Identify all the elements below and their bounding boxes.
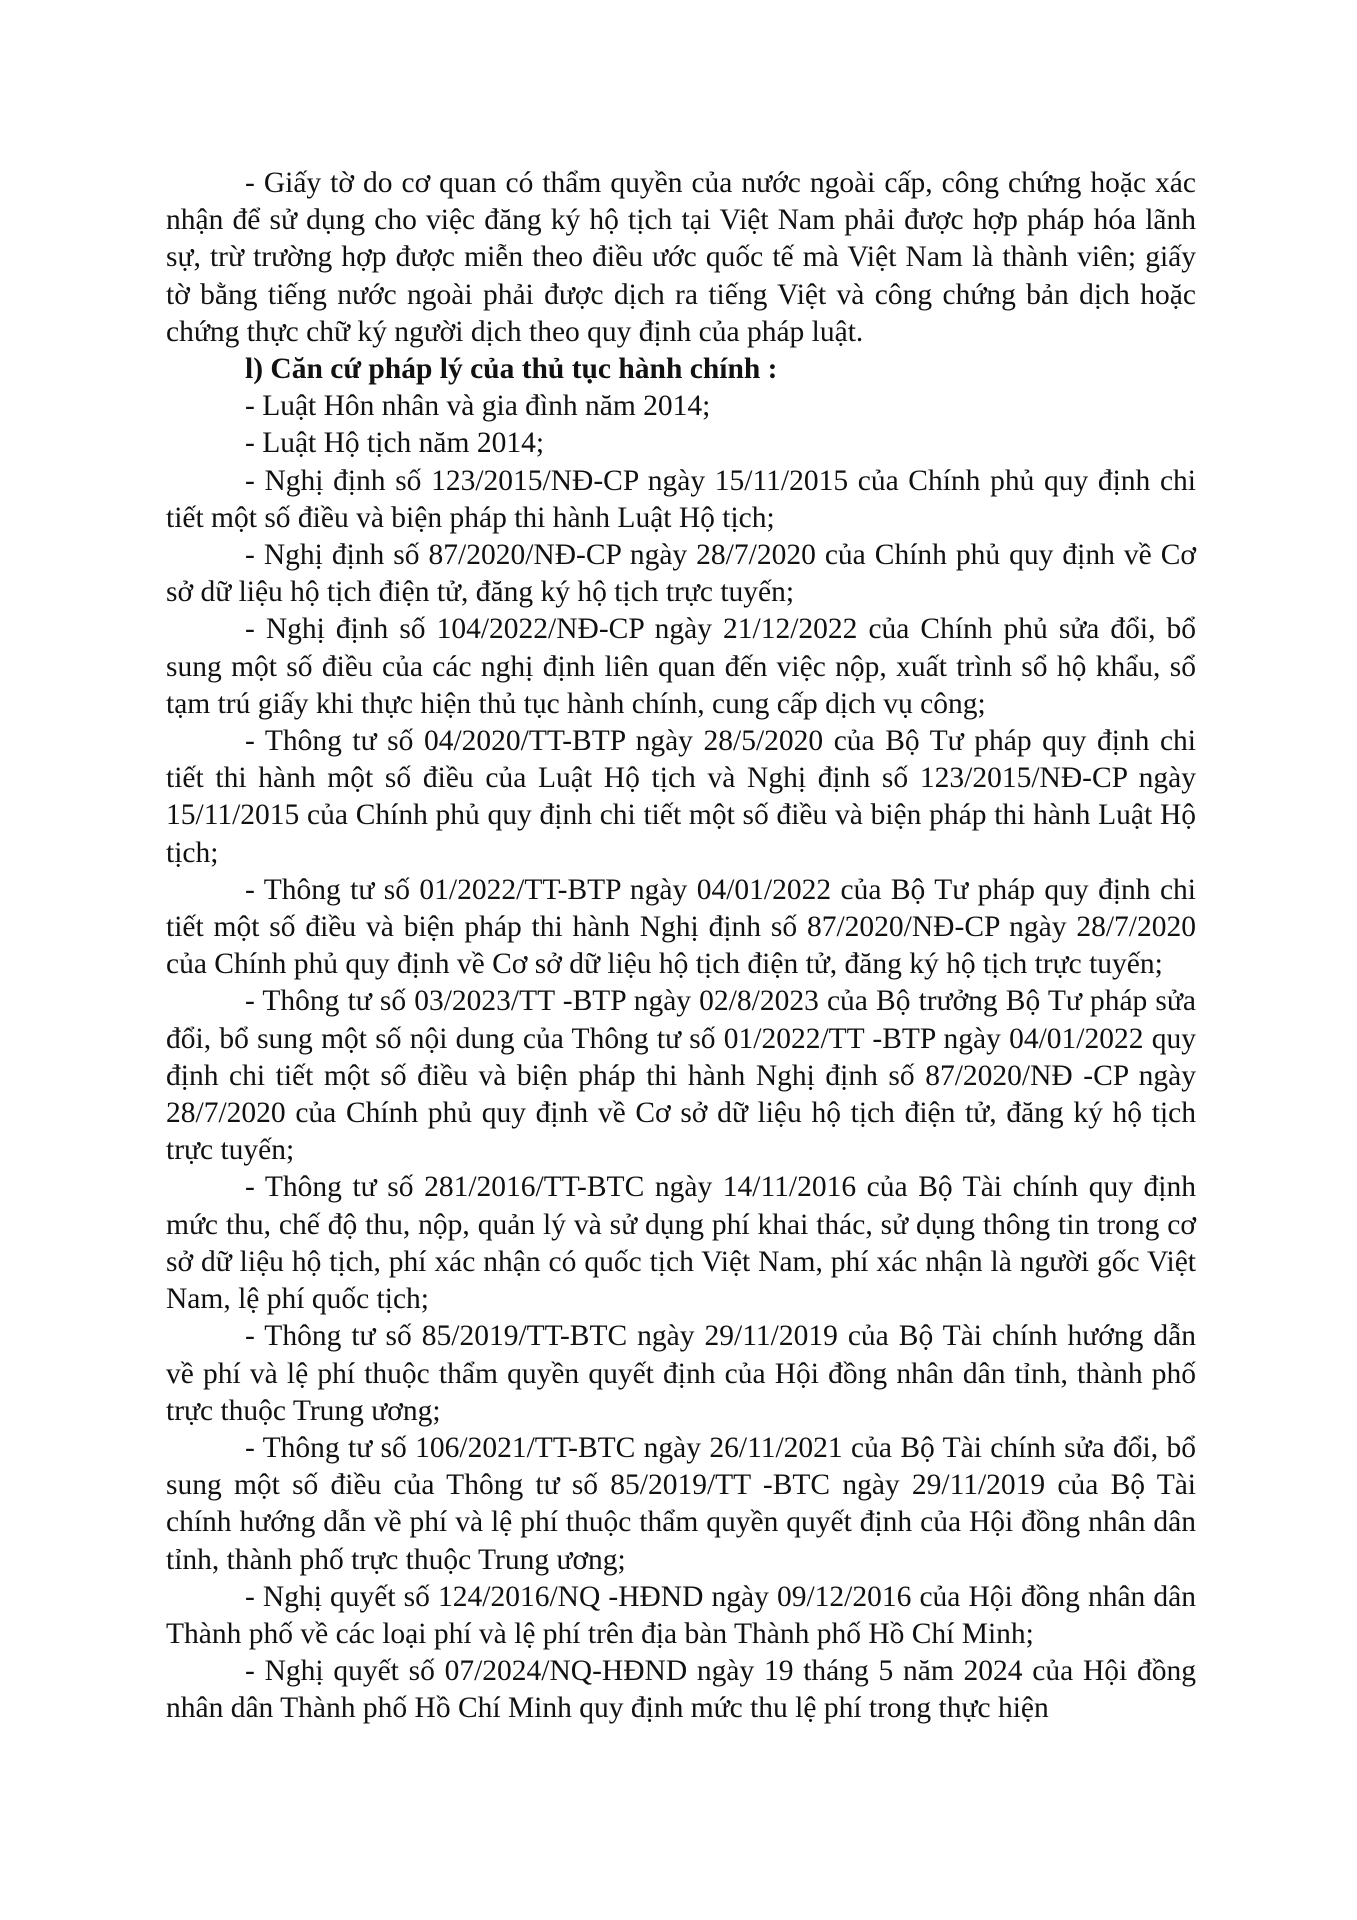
legal-basis-item: - Nghị định số 87/2020/NĐ-CP ngày 28/7/2020 của Chính phủ quy định về Cơ sở dữ liệu hộ tịch điện tử, đăng ký hộ tịch trực tuyến;: [166, 539, 1196, 609]
legal-basis-item: - Nghị định số 123/2015/NĐ-CP ngày 15/11/2015 của Chính phủ quy định chi tiết một số điều và biện pháp thi hành Luật Hộ tịch;: [166, 464, 1196, 534]
intro-paragraph: - Giấy tờ do cơ quan có thẩm quyền của nước ngoài cấp, công chứng hoặc xác nhận để sử dụng cho việc đăng ký hộ tịch tại Việt Nam phải được hợp pháp hóa lãnh sự, trừ trường hợp được miễn theo điều ước quốc tế mà Việt Nam là thành viên; giấy tờ bằng tiếng nước ngoài phải được dịch ra tiếng Việt và công chứng bản dịch hoặc chứng thực chữ ký người dịch theo quy định của pháp luật.: [166, 167, 1196, 348]
legal-basis-item: - Thông tư số 106/2021/TT-BTC ngày 26/11/2021 của Bộ Tài chính sửa đổi, bổ sung một số điều của Thông tư số 85/2019/TT -BTC ngày 29/11/2019 của Bộ Tài chính hướng dẫn về phí và lệ phí thuộc thẩm quyền quyết định của Hội đồng nhân dân tỉnh, thành phố trực thuộc Trung ương;: [166, 1431, 1196, 1576]
legal-basis-item: - Thông tư số 03/2023/TT -BTP ngày 02/8/2023 của Bộ trưởng Bộ Tư pháp sửa đổi, bổ sung một số nội dung của Thông tư số 01/2022/TT -BTP ngày 04/01/2022 quy định chi tiết một số điều và biện pháp thi hành Nghị định số 87/2020/NĐ -CP ngày 28/7/2020 của Chính phủ quy định về Cơ sở dữ liệu hộ tịch điện tử, đăng ký hộ tịch trực tuyến;: [166, 985, 1196, 1167]
legal-basis-item: - Thông tư số 85/2019/TT-BTC ngày 29/11/2019 của Bộ Tài chính hướng dẫn về phí và lệ phí thuộc thẩm quyền quyết định của Hội đồng nhân dân tỉnh, thành phố trực thuộc Trung ương;: [166, 1320, 1196, 1427]
legal-basis-item: - Luật Hôn nhân và gia đình năm 2014;: [245, 390, 711, 423]
legal-basis-item: - Thông tư số 01/2022/TT-BTP ngày 04/01/2022 của Bộ Tư pháp quy định chi tiết một số điều và biện pháp thi hành Nghị định số 87/2020/NĐ-CP ngày 28/7/2020 của Chính phủ quy định về Cơ sở dữ liệu hộ tịch điện tử, đăng ký hộ tịch trực tuyến;: [166, 873, 1196, 981]
document-body: [166, 165, 1196, 1728]
legal-basis-item: - Nghị quyết số 124/2016/NQ -HĐND ngày 09/12/2016 của Hội đồng nhân dân Thành phố về các loại phí và lệ phí trên địa bàn Thành phố Hồ Chí Minh;: [166, 1580, 1196, 1650]
legal-basis-item: - Nghị định số 104/2022/NĐ-CP ngày 21/12/2022 của Chính phủ sửa đổi, bổ sung một số điều của các nghị định liên quan đến việc nộp, xuất trình sổ hộ khẩu, sổ tạm trú giấy khi thực hiện thủ tục hành chính, cung cấp dịch vụ công;: [166, 613, 1196, 720]
legal-basis-item: - Nghị quyết số 07/2024/NQ-HĐND ngày 19 tháng 5 năm 2024 của Hội đồng nhân dân Thành phố Hồ Chí Minh quy định mức thu lệ phí trong thực hiện: [166, 1655, 1196, 1725]
legal-basis-item: - Thông tư số 281/2016/TT-BTC ngày 14/11/2016 của Bộ Tài chính quy định mức thu, chế độ thu, nộp, quản lý và sử dụng phí khai thác, sử dụng thông tin trong cơ sở dữ liệu hộ tịch, phí xác nhận có quốc tịch Việt Nam, phí xác nhận là người gốc Việt Nam, lệ phí quốc tịch;: [166, 1171, 1196, 1316]
legal-basis-item: - Luật Hộ tịch năm 2014;: [245, 427, 545, 460]
legal-basis-item: - Thông tư số 04/2020/TT-BTP ngày 28/5/2020 của Bộ Tư pháp quy định chi tiết thi hành một số điều của Luật Hộ tịch và Nghị định số 123/2015/NĐ-CP ngày 15/11/2015 của Chính phủ quy định chi tiết một số điều và biện pháp thi hành Luật Hộ tịch;: [166, 725, 1196, 869]
section-heading: l) Căn cứ pháp lý của thủ tục hành chính :: [245, 353, 778, 386]
